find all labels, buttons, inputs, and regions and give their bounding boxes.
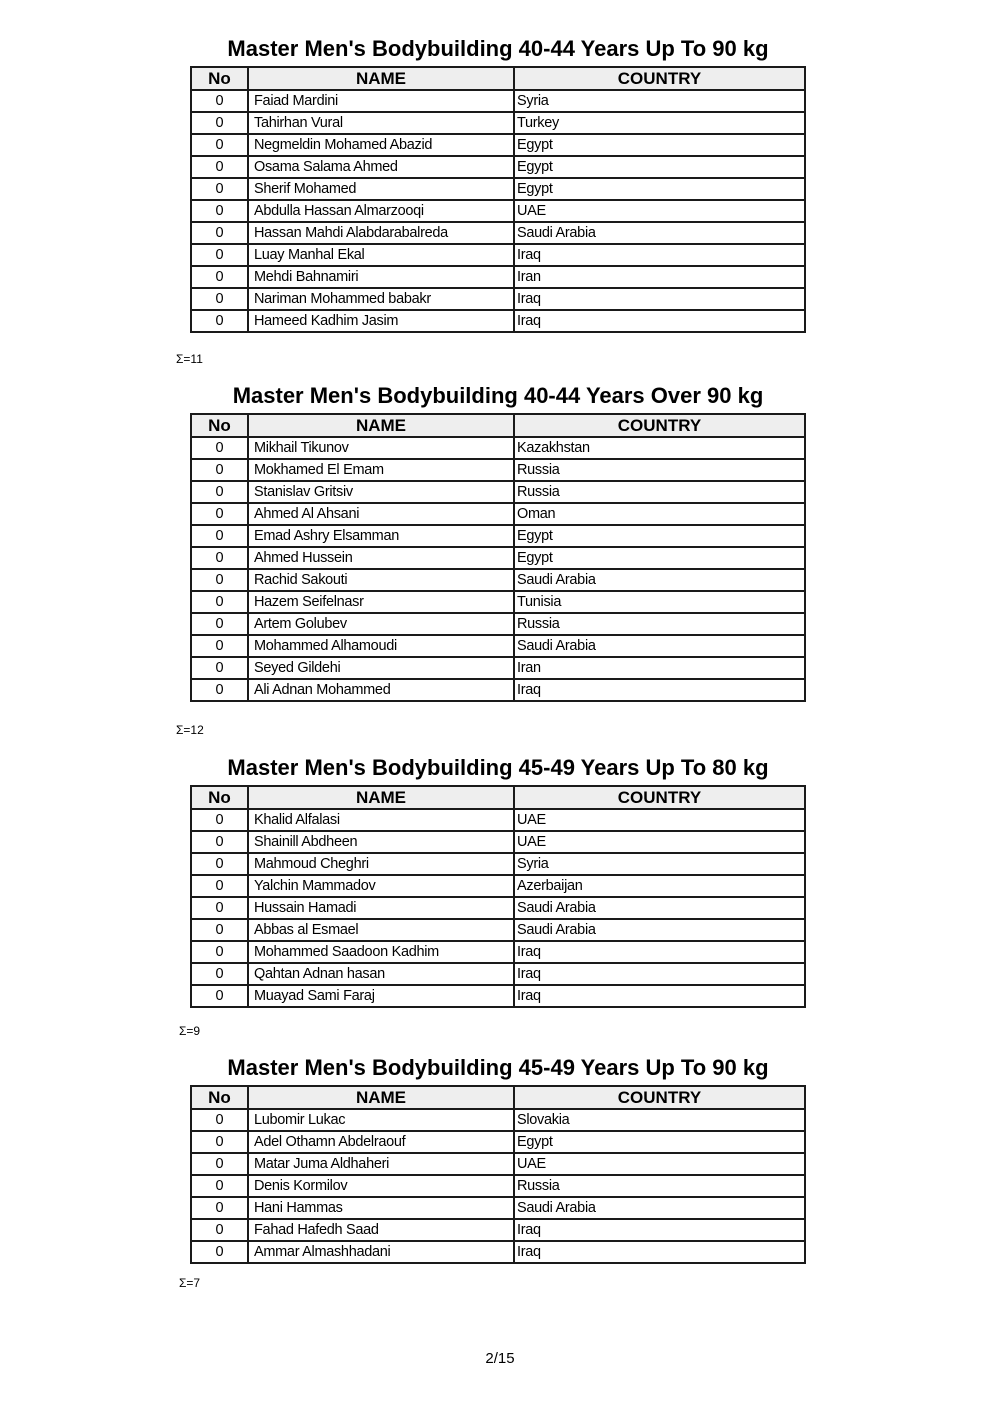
table-row <box>191 244 805 266</box>
table-row <box>191 1153 805 1175</box>
cell-name: Fahad Hafedh Saad <box>248 1219 514 1241</box>
cell-country: Russia <box>514 613 805 635</box>
cell-no: 0 <box>191 437 248 459</box>
table-header-row <box>191 67 805 90</box>
cell-no: 0 <box>191 591 248 613</box>
cell-country: Russia <box>514 459 805 481</box>
cell-name: Abbas al Esmael <box>248 919 514 941</box>
cell-name: Rachid Sakouti <box>248 569 514 591</box>
table-row <box>191 1197 805 1219</box>
cell-country: Iran <box>514 266 805 288</box>
table-row <box>191 1241 805 1263</box>
cell-name: Mikhail Tikunov <box>248 437 514 459</box>
cell-country: Saudi Arabia <box>514 897 805 919</box>
table-row <box>191 635 805 657</box>
cell-country: Saudi Arabia <box>514 222 805 244</box>
table-row <box>191 459 805 481</box>
cell-no: 0 <box>191 831 248 853</box>
cell-no: 0 <box>191 657 248 679</box>
cell-name: Ammar Almashhadani <box>248 1241 514 1263</box>
table-row <box>191 1175 805 1197</box>
table-row <box>191 134 805 156</box>
table-row <box>191 200 805 222</box>
column-header-country: COUNTRY <box>514 414 805 437</box>
cell-no: 0 <box>191 1241 248 1263</box>
column-header-country: COUNTRY <box>514 786 805 809</box>
cell-name: Faiad Mardini <box>248 90 514 112</box>
table-row <box>191 569 805 591</box>
cell-name: Ahmed Al Ahsani <box>248 503 514 525</box>
cell-country: Iran <box>514 657 805 679</box>
table-row <box>191 613 805 635</box>
column-header-country: COUNTRY <box>514 67 805 90</box>
cell-name: Sherif Mohamed <box>248 178 514 200</box>
category-title: Master Men's Bodybuilding 40-44 Years Up To 90 kg <box>227 36 769 61</box>
category-title: Master Men's Bodybuilding 45-49 Years Up To 80 kg <box>227 755 769 780</box>
table-row <box>191 1219 805 1241</box>
table-row <box>191 156 805 178</box>
table-row <box>191 481 805 503</box>
cell-no: 0 <box>191 222 248 244</box>
cell-name: Luay Manhal Ekal <box>248 244 514 266</box>
column-header-name: NAME <box>248 67 514 90</box>
entry-count: Σ=7 <box>179 1275 201 1290</box>
cell-name: Ahmed Hussein <box>248 547 514 569</box>
cell-name: Matar Juma Aldhaheri <box>248 1153 514 1175</box>
cell-name: Denis Kormilov <box>248 1175 514 1197</box>
cell-no: 0 <box>191 503 248 525</box>
table-row <box>191 90 805 112</box>
cell-name: Shainill Abdheen <box>248 831 514 853</box>
cell-name: Hassan Mahdi Alabdarabalreda <box>248 222 514 244</box>
table-row <box>191 288 805 310</box>
cell-country: Iraq <box>514 288 805 310</box>
cell-name: Mohammed Alhamoudi <box>248 635 514 657</box>
entry-count: Σ=11 <box>176 352 203 367</box>
cell-no: 0 <box>191 853 248 875</box>
cell-no: 0 <box>191 985 248 1007</box>
cell-name: Hameed Kadhim Jasim <box>248 310 514 332</box>
cell-name: Lubomir Lukac <box>248 1109 514 1131</box>
cell-no: 0 <box>191 525 248 547</box>
entries-table <box>190 413 806 702</box>
column-header-country: COUNTRY <box>514 1086 805 1109</box>
cell-name: Abdulla Hassan Almarzooqi <box>248 200 514 222</box>
table-row <box>191 112 805 134</box>
column-header-name: NAME <box>248 414 514 437</box>
cell-no: 0 <box>191 481 248 503</box>
cell-name: Emad Ashry Elsamman <box>248 525 514 547</box>
table-row <box>191 831 805 853</box>
table-row <box>191 679 805 701</box>
cell-country: Russia <box>514 1175 805 1197</box>
cell-no: 0 <box>191 1153 248 1175</box>
cell-name: Khalid Alfalasi <box>248 809 514 831</box>
cell-no: 0 <box>191 875 248 897</box>
cell-country: Egypt <box>514 525 805 547</box>
column-header-no: No <box>191 414 248 437</box>
table-row <box>191 591 805 613</box>
cell-no: 0 <box>191 178 248 200</box>
cell-country: Slovakia <box>514 1109 805 1131</box>
table-row <box>191 503 805 525</box>
table-row <box>191 963 805 985</box>
cell-name: Artem Golubev <box>248 613 514 635</box>
cell-country: Iraq <box>514 1241 805 1263</box>
table-header-row <box>191 786 805 809</box>
cell-country: Iraq <box>514 679 805 701</box>
cell-country: Syria <box>514 853 805 875</box>
table-row <box>191 941 805 963</box>
table-row <box>191 547 805 569</box>
table-row <box>191 897 805 919</box>
cell-country: Iraq <box>514 941 805 963</box>
cell-country: UAE <box>514 200 805 222</box>
cell-no: 0 <box>191 156 248 178</box>
cell-name: Hani Hammas <box>248 1197 514 1219</box>
category-title: Master Men's Bodybuilding 45-49 Years Up To 90 kg <box>227 1055 769 1080</box>
cell-country: Russia <box>514 481 805 503</box>
table-row <box>191 875 805 897</box>
cell-country: Egypt <box>514 547 805 569</box>
cell-no: 0 <box>191 919 248 941</box>
cell-country: Egypt <box>514 134 805 156</box>
cell-name: Tahirhan Vural <box>248 112 514 134</box>
column-header-no: No <box>191 786 248 809</box>
page-number: 2/15 <box>485 1350 515 1367</box>
cell-name: Adel Othamn Abdelraouf <box>248 1131 514 1153</box>
table-row <box>191 525 805 547</box>
cell-name: Seyed Gildehi <box>248 657 514 679</box>
cell-no: 0 <box>191 963 248 985</box>
cell-country: Saudi Arabia <box>514 635 805 657</box>
cell-country: Saudi Arabia <box>514 1197 805 1219</box>
cell-country: Oman <box>514 503 805 525</box>
cell-country: Egypt <box>514 1131 805 1153</box>
cell-country: UAE <box>514 831 805 853</box>
cell-no: 0 <box>191 941 248 963</box>
cell-name: Qahtan Adnan hasan <box>248 963 514 985</box>
cell-no: 0 <box>191 134 248 156</box>
column-header-no: No <box>191 67 248 90</box>
cell-no: 0 <box>191 897 248 919</box>
table-row <box>191 657 805 679</box>
table-row <box>191 809 805 831</box>
cell-country: Iraq <box>514 985 805 1007</box>
cell-country: Egypt <box>514 178 805 200</box>
entries-table <box>190 66 806 333</box>
column-header-name: NAME <box>248 1086 514 1109</box>
cell-country: UAE <box>514 809 805 831</box>
cell-country: Iraq <box>514 244 805 266</box>
cell-country: Tunisia <box>514 591 805 613</box>
category-title: Master Men's Bodybuilding 40-44 Years Over 90 kg <box>232 383 764 408</box>
table-row <box>191 310 805 332</box>
cell-name: Stanislav Gritsiv <box>248 481 514 503</box>
cell-no: 0 <box>191 1219 248 1241</box>
cell-no: 0 <box>191 1131 248 1153</box>
cell-country: Iraq <box>514 963 805 985</box>
cell-no: 0 <box>191 1197 248 1219</box>
entries-table <box>190 785 806 1008</box>
table-row <box>191 919 805 941</box>
cell-country: Syria <box>514 90 805 112</box>
cell-country: Kazakhstan <box>514 437 805 459</box>
cell-name: Mahmoud Cheghri <box>248 853 514 875</box>
table-row <box>191 437 805 459</box>
cell-no: 0 <box>191 288 248 310</box>
cell-country: UAE <box>514 1153 805 1175</box>
table-row <box>191 853 805 875</box>
column-header-no: No <box>191 1086 248 1109</box>
cell-country: Saudi Arabia <box>514 569 805 591</box>
cell-name: Mokhamed El Emam <box>248 459 514 481</box>
cell-no: 0 <box>191 809 248 831</box>
table-row <box>191 985 805 1007</box>
cell-no: 0 <box>191 1175 248 1197</box>
table-row <box>191 266 805 288</box>
table-row <box>191 222 805 244</box>
cell-name: Nariman Mohammed babakr <box>248 288 514 310</box>
cell-no: 0 <box>191 266 248 288</box>
cell-no: 0 <box>191 244 248 266</box>
cell-name: Osama Salama Ahmed <box>248 156 514 178</box>
column-header-name: NAME <box>248 786 514 809</box>
cell-no: 0 <box>191 679 248 701</box>
cell-country: Egypt <box>514 156 805 178</box>
cell-name: Mehdi Bahnamiri <box>248 266 514 288</box>
cell-name: Negmeldin Mohamed Abazid <box>248 134 514 156</box>
cell-no: 0 <box>191 635 248 657</box>
cell-no: 0 <box>191 112 248 134</box>
table-row <box>191 1109 805 1131</box>
cell-name: Muayad Sami Faraj <box>248 985 514 1007</box>
cell-name: Hazem Seifelnasr <box>248 591 514 613</box>
cell-no: 0 <box>191 569 248 591</box>
cell-no: 0 <box>191 310 248 332</box>
table-header-row <box>191 414 805 437</box>
entries-table <box>190 1085 806 1264</box>
cell-country: Iraq <box>514 1219 805 1241</box>
cell-name: Ali Adnan Mohammed <box>248 679 514 701</box>
entry-count: Σ=9 <box>179 1023 201 1038</box>
cell-no: 0 <box>191 200 248 222</box>
cell-no: 0 <box>191 90 248 112</box>
table-header-row <box>191 1086 805 1109</box>
cell-no: 0 <box>191 547 248 569</box>
cell-country: Turkey <box>514 112 805 134</box>
table-row <box>191 178 805 200</box>
cell-no: 0 <box>191 459 248 481</box>
cell-country: Saudi Arabia <box>514 919 805 941</box>
cell-name: Yalchin Mammadov <box>248 875 514 897</box>
cell-name: Hussain Hamadi <box>248 897 514 919</box>
table-row <box>191 1131 805 1153</box>
cell-name: Mohammed Saadoon Kadhim <box>248 941 514 963</box>
cell-no: 0 <box>191 1109 248 1131</box>
cell-country: Iraq <box>514 310 805 332</box>
entry-count: Σ=12 <box>176 723 204 738</box>
cell-no: 0 <box>191 613 248 635</box>
cell-country: Azerbaijan <box>514 875 805 897</box>
